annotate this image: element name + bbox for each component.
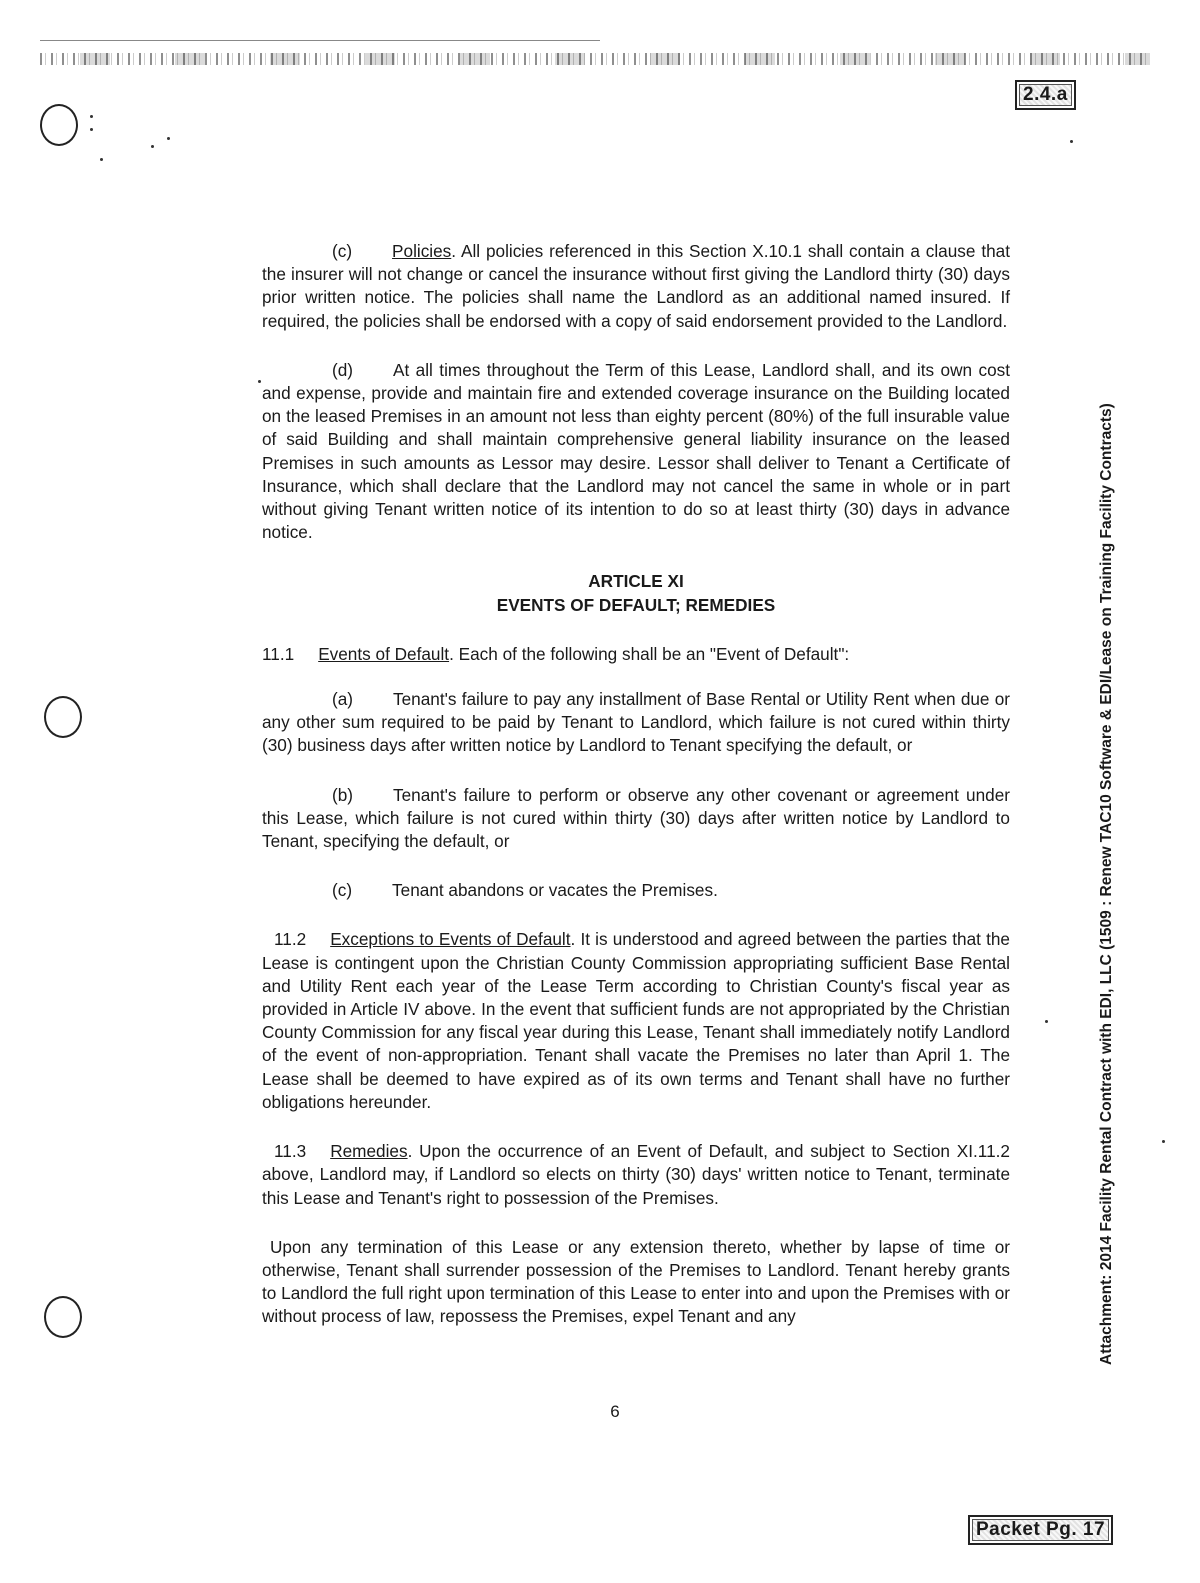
punch-hole-bottom bbox=[44, 1296, 82, 1338]
paragraph-text: Tenant's failure to pay any installment of Base Rental or Utility Rent when due or any other sum required to be paid by Tenant to Landlord, which failure is not cured within thirty (30) business days after written notice by Landlord to Tenant specifying the default, or bbox=[262, 689, 1010, 756]
agenda-item-stamp: 2.4.a bbox=[1015, 80, 1076, 110]
article-title: ARTICLE XI bbox=[588, 571, 684, 592]
paragraph-text: . Each of the following shall be an "Event of Default": bbox=[449, 643, 850, 664]
item-label: (d) bbox=[332, 359, 354, 380]
section-11-1 bbox=[262, 643, 1010, 666]
paragraph-c-policies bbox=[262, 240, 1010, 333]
paragraph-d-insurance bbox=[262, 359, 1010, 545]
item-label: (a) bbox=[332, 689, 354, 710]
page-number: 6 bbox=[610, 1402, 620, 1421]
attachment-side-label: Attachment: 2014 Facility Rental Contract with EDI, LLC (1509 : Renew TAC10 Software & EDI/Lease on Training Facility Contracts) bbox=[1098, 403, 1115, 1365]
section-heading: Policies bbox=[392, 241, 452, 261]
paragraph-text: . All policies referenced in this Section X.10.1 shall contain a clause that the insurer will not change or cancel the insurance without first giving the Landlord thirty (30) days prior written notice. The policies shall name the Landlord as an additional named insured. If required, the policies shall be endorsed with a copy of said endorsement provided to the Landlord. bbox=[262, 241, 1010, 331]
scan-top-rule bbox=[40, 40, 600, 41]
section-number: 11.3 bbox=[274, 1141, 307, 1162]
paragraph-text: . Upon the occurrence of an Event of Default, and subject to Section XI.11.2 above, Landlord may, if Landlord so elects on thirty (30) days' written notice to Tenant, terminate this Lease and Tenant's right to possession of the Premises. bbox=[262, 1141, 1010, 1208]
section-number: 11.2 bbox=[274, 929, 307, 950]
default-item-c bbox=[262, 879, 1010, 902]
scan-speck bbox=[90, 115, 93, 118]
scan-speck bbox=[151, 145, 154, 148]
paragraph-text: Tenant's failure to perform or observe any other covenant or agreement under this Lease, which failure is not cured within thirty (30) days after written notice by Landlord to Tenant, specifying the default, or bbox=[262, 784, 1010, 852]
punch-hole-middle bbox=[44, 696, 82, 738]
section-11-2 bbox=[262, 928, 1010, 1114]
scan-speck bbox=[258, 380, 261, 383]
scan-speck bbox=[1045, 1020, 1048, 1023]
item-label: (c) bbox=[332, 880, 353, 901]
punch-hole-top bbox=[40, 104, 78, 146]
scan-noise-strip bbox=[40, 48, 1150, 70]
section-heading: Events of Default bbox=[318, 643, 450, 664]
paragraph-text: At all times throughout the Term of this Lease, Landlord shall, and its own cost and expense, provide and maintain fire and extended coverage insurance on the Building located on the leased Premises in an amount not less than eighty percent (80%) of the full insurable value of said Building and shall maintain comprehensive general liability insurance on the leased Premises in such amounts as Lessor may desire. Lessor shall deliver to Tenant a Certificate of Insurance, which shall declare that the Landlord may not cancel the same in whole or in part without giving Tenant written notice of its intention to do so at least thirty (30) days in advance notice. bbox=[262, 359, 1010, 543]
section-11-3 bbox=[262, 1140, 1010, 1210]
scan-speck bbox=[100, 158, 103, 161]
scan-speck bbox=[1070, 140, 1073, 143]
item-label: (b) bbox=[332, 784, 354, 805]
default-item-b bbox=[262, 784, 1010, 854]
scan-speck bbox=[90, 128, 93, 131]
scan-speck bbox=[1162, 1140, 1165, 1143]
default-item-a bbox=[262, 688, 1010, 758]
article-subtitle: EVENTS OF DEFAULT; REMEDIES bbox=[496, 594, 776, 615]
item-label: (c) bbox=[332, 241, 353, 261]
document-body bbox=[262, 240, 1010, 1329]
termination-paragraph: Upon any termination of this Lease or any extension thereto, whether by lapse of time or otherwise, Tenant shall surrender possession of the Premises to Landlord. Tenant hereby grants to Landlord the full right upon termination of this Lease to enter into and upon the Premises with or without process of law, repossess the Premises, expel Tenant and any bbox=[262, 1236, 1010, 1327]
section-number: 11.1 bbox=[262, 643, 295, 664]
paragraph-text: Tenant abandons or vacates the Premises. bbox=[392, 880, 718, 901]
packet-page-stamp: Packet Pg. 17 bbox=[968, 1515, 1113, 1545]
scan-speck bbox=[167, 137, 170, 140]
section-heading: Exceptions to Events of Default bbox=[330, 929, 571, 950]
paragraph-text: . It is understood and agreed between the parties that the Lease is contingent upon the Christian County Commission appropriating sufficient Base Rental and Utility Rent each year of the Lease Term according to Christian County's fiscal year as provided in Article IV above. In the event that sufficient funds are not appropriated by the Christian County Commission for any fiscal year during this Lease, Tenant shall immediately notify Landlord of the event of non-appropriation. Tenant shall vacate the Premises no later than April 1. The Lease shall be deemed to have expired as of its own terms and Tenant shall have no further obligations hereunder. bbox=[262, 929, 1010, 1112]
section-heading: Remedies bbox=[330, 1141, 408, 1162]
